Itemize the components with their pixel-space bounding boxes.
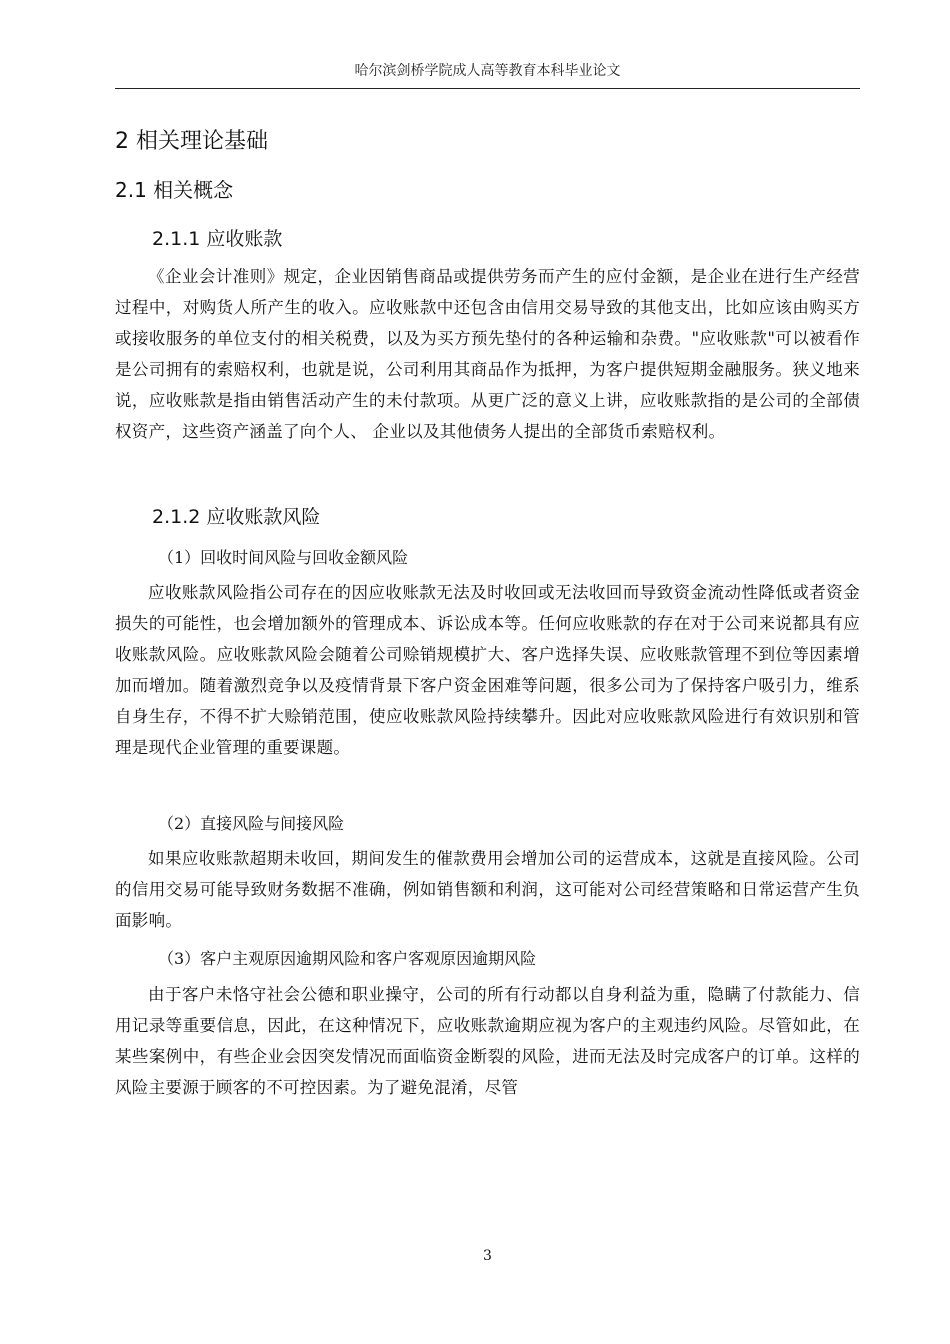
paragraph-risk-1: 应收账款风险指公司存在的因应收账款无法及时收回或无法收回而导致资金流动性降低或者资金损失的可能性，也会增加额外的管理成本、诉讼成本等。任何应收账款的存在对于公司来说都具有应收账款风险。应收账款风险会随着公司赊销规模扩大、客户选择失误、应收账款管理不到位等因素增加而增加。随着激烈竞争以及疫情背景下客户资金困难等问题，很多公司为了保持客户吸引力，维系自身生存，不得不扩大赊销范围，使应收账款风险持续攀升。因此对应收账款风险进行有效识别和管理是现代企业管理的重要课题。 [115,583,860,757]
paragraph-risk-3: 由于客户未恪守社会公德和职业操守，公司的所有行动都以自身利益为重，隐瞒了付款能力、信用记录等重要信息，因此，在这种情况下，应收账款逾期应视为客户的主观违约风险。尽管如此，在某些案例中，有些企业会因突发情况而面临资金断裂的风险，进而无法及时完成客户的订单。这样的风险主要源于顾客的不可控因素。为了避免混淆，尽管 [115,985,860,1097]
sub-heading-3: （3）客户主观原因逾期风险和客户客观原因逾期风险 [158,949,537,968]
running-header: 哈尔滨剑桥学院成人高等教育本科毕业论文 [354,63,621,79]
subsection-heading-2-1-2: 2.1.2 应收账款风险 [152,506,321,528]
sub-heading-1: （1）回收时间风险与回收金额风险 [158,548,409,567]
page-number: 3 [483,1248,492,1264]
sub-heading-2: （2）直接风险与间接风险 [158,814,345,833]
paragraph-accounts-receivable: 《企业会计准则》规定，企业因销售商品或提供劳务而产生的应付金额，是企业在进行生产经营过程中，对购货人所产生的收入。应收账款中还包含由信用交易导致的其他支出，比如应该由购买方或接收服务的单位支付的相关税费，以及为买方预先垫付的各种运输和杂费。"应收账款"可以被看作是公司拥有的索赔权利，也就是说，公司利用其商品作为抵押，为客户提供短期金融服务。狭义地来说，应收账款是指由销售活动产生的未付款项。从更广泛的意义上讲，应收账款指的是公司的全部债权资产，这些资产涵盖了向个人、 企业以及其他债务人提出的全部货币索赔权利。 [115,267,860,441]
header-divider [115,88,860,89]
chapter-heading: 2 相关理论基础 [115,129,268,154]
subsection-heading-2-1-1: 2.1.1 应收账款 [152,228,283,250]
section-heading: 2.1 相关概念 [115,178,234,202]
paragraph-risk-2: 如果应收账款超期未收回，期间发生的催款费用会增加公司的运营成本，这就是直接风险。公司的信用交易可能导致财务数据不准确，例如销售额和利润，这可能对公司经营策略和日常运营产生负面影响。 [115,849,860,930]
